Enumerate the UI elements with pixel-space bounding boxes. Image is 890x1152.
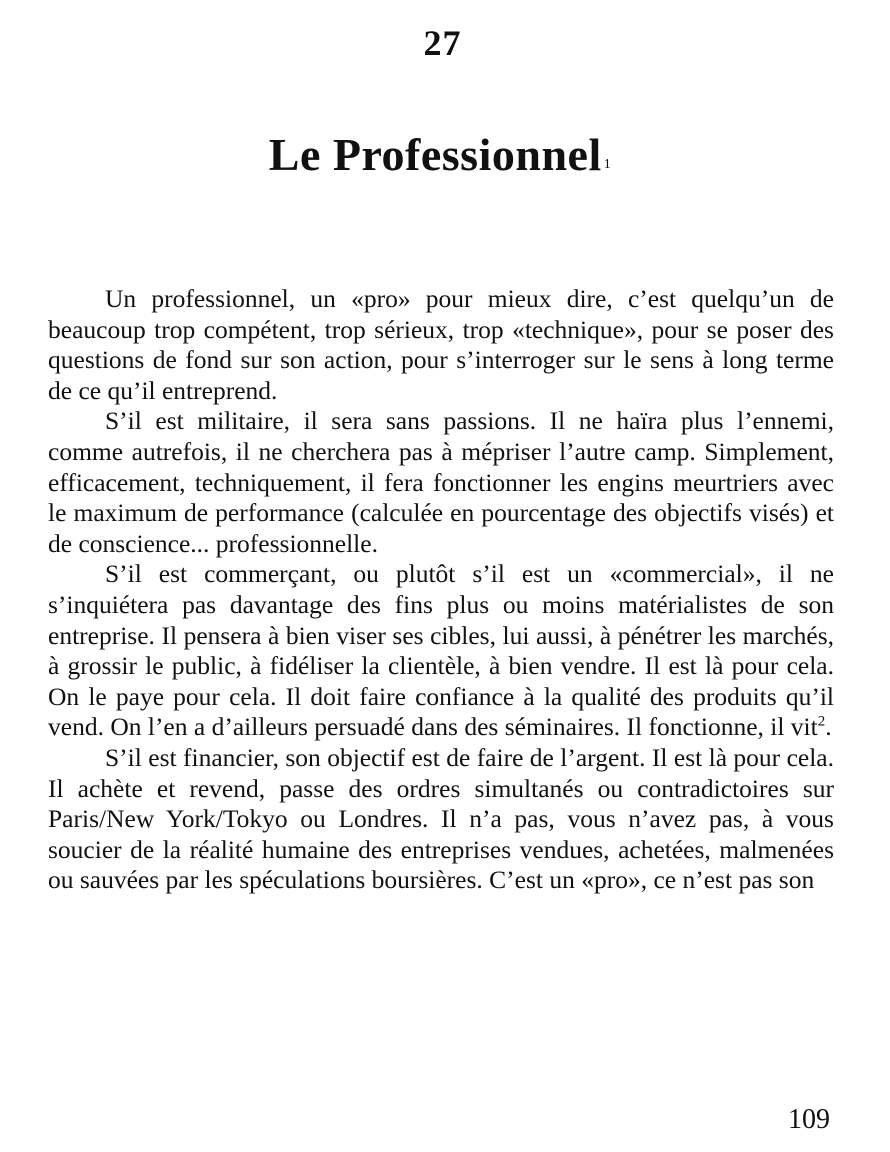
paragraph-2 — [48, 406, 834, 559]
paragraph-3 — [48, 559, 834, 743]
paragraph-end-punctuation: . — [825, 712, 832, 742]
chapter-number: 27 — [423, 23, 462, 63]
paragraph-text: S’il est commerçant, ou plutôt s’il est un «commercial», il ne s’inquiétera pas davantage des fins plus ou moins matérialistes de son entreprise. Il pensera à bien viser ses cibles, lui aussi, à pénétrer les marchés, à grossir le public, à fidéliser la clientèle, à bien vendre. Il est là pour cela. On le paye pour cela. Il doit faire confiance à la qualité des produits qu’il vend. On l’en a d’ailleurs persuadé dans des séminaires. Il fonctionne, il vit — [48, 559, 834, 742]
footnote-ref-title: 1 — [603, 157, 612, 172]
paragraph-text: S’il est financier, son objectif est de faire de l’argent. Il est là pour cela. Il achète et revend, passe des ordres simultanés ou contradictoires sur Paris/New York/Tokyo ou Londres. Il n’a pas, vous n’avez pas, à vous soucier de la réalité humaine des entreprises vendues, achetées, malmenées ou sauvées par les spéculations boursières. C’est un «pro», ce n’est pas son — [48, 742, 834, 895]
chapter-title-block — [0, 128, 880, 181]
paragraph-text: Un professionnel, un «pro» pour mieux dire, c’est quelqu’un de beaucoup trop compétent, trop sérieux, trop «technique», pour se poser des questions de fond sur son action, pour s’interroger sur le sens à long terme de ce qu’il entreprend. — [48, 284, 834, 405]
body-text — [48, 284, 834, 896]
page-number: 109 — [788, 1104, 830, 1135]
footnote-ref-2: 2 — [817, 713, 826, 730]
paragraph-text: S’il est militaire, il sera sans passions. Il ne haïra plus l’ennemi, comme autrefois, il ne cherchera pas à mépriser l’autre camp. Simplement, efficacement, techniquement, il fera fonctionner les engins meurtriers avec le maximum de performance (calculée en pourcentage des objectifs visés) et de conscience... professionnelle. — [48, 406, 834, 558]
paragraph-4 — [48, 743, 834, 896]
paragraph-1 — [48, 284, 834, 406]
chapter-title: Le Professionnel — [268, 129, 602, 180]
